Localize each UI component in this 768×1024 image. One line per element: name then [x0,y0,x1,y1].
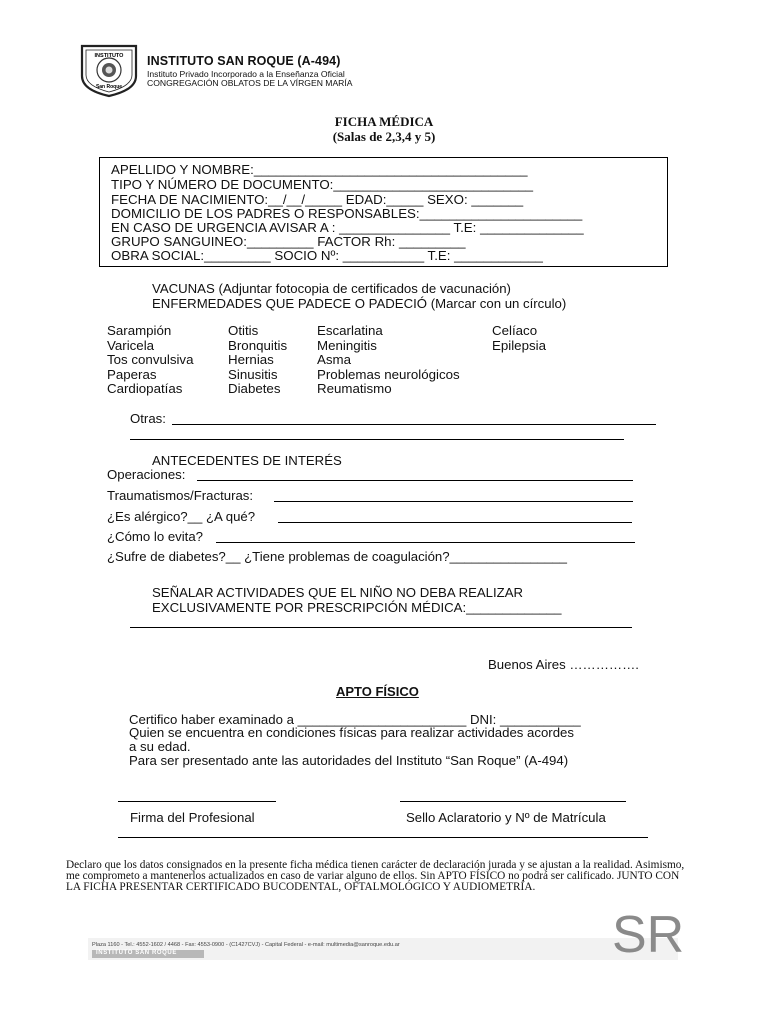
form-subtitle: (Salas de 2,3,4 y 5) [332,129,436,144]
alergico-label: ¿Es alérgico?__ ¿A qué? [107,509,256,524]
field-fecha-nacimiento[interactable]: FECHA DE NACIMIENTO:__/__/_____ EDAD:_____ SEXO: _______ [111,192,524,207]
field-domicilio[interactable]: DOMICILIO DE LOS PADRES O RESPONSABLES:______________________ [111,206,583,221]
apto-fisico-heading: APTO FÍSICO [336,684,419,699]
apto-line-4: Para ser presentado ante las autoridades del Instituto “San Roque” (A-494) [129,753,569,768]
activities-line-1: SEÑALAR ACTIVIDADES QUE EL NIÑO NO DEBA REALIZAR [152,585,524,600]
place-date[interactable]: Buenos Aires ……………. [488,657,639,672]
field-grupo-sanguineo[interactable]: GRUPO SANGUINEO:_________ FACTOR Rh: _________ [111,234,466,249]
others-line-2[interactable] [130,439,624,440]
svg-text:INSTITUTO: INSTITUTO [94,53,124,59]
alergico-line[interactable] [278,522,632,523]
institute-seal-logo [76,42,142,98]
field-obra-social[interactable]: OBRA SOCIAL:_________ SOCIO Nº: ___________ T.E: ____________ [111,248,543,263]
svg-text:SR: SR [612,906,685,960]
traumatismos-label: Traumatismos/Fracturas: [107,488,254,503]
disease-item[interactable]: Sinusitis [228,366,278,382]
footer-address: Plaza 1160 - Tel.: 4552-1602 / 4468 - Fax: 4553-0900 - (C1427CVJ) - Capital Federal - e-mail: multimedia@sanroque.edu.ar [92,942,400,948]
evita-line[interactable] [216,542,635,543]
institute-subtitle-2: CONGREGACIÓN OBLATOS DE LA VÍRGEN MARÍA [147,78,353,88]
form-title: FICHA MÉDICA [334,114,434,129]
diseases-column-1 [107,324,193,397]
disease-item[interactable]: Hernias [228,352,274,367]
apto-line-3: a su edad. [129,739,191,754]
disease-item[interactable]: Problemas neurológicos [317,366,460,382]
antecedentes-heading: ANTECEDENTES DE INTERÉS [152,453,342,468]
institute-name: INSTITUTO SAN ROQUE (A-494) [147,54,341,68]
svg-text:San Roque: San Roque [95,84,123,90]
disease-item[interactable]: Diabetes [228,381,281,396]
signature-bottom-line [118,837,648,838]
footer-institute-bar [92,950,204,958]
evita-label: ¿Cómo lo evita? [107,529,204,544]
disease-item[interactable]: Tos convulsiva [107,352,194,367]
others-label: Otras: [130,411,166,426]
institute-subtitle-1: Instituto Privado Incorporado a la Enseñanza Oficial [147,69,345,79]
disease-item[interactable]: Asma [317,352,351,367]
disease-item[interactable]: Escarlatina [317,323,383,338]
disease-item[interactable]: Reumatismo [317,381,392,396]
field-urgencia[interactable]: EN CASO DE URGENCIA AVISAR A : _______________ T.E: ______________ [111,220,584,235]
disease-item[interactable]: Celíaco [492,323,538,338]
disease-item[interactable]: Sarampión [107,323,172,338]
operaciones-line[interactable] [197,480,633,481]
signature-label-stamp: Sello Aclaratorio y Nº de Matrícula [406,810,606,825]
activities-line-2[interactable]: EXCLUSIVAMENTE POR PRESCRIPCIÓN MÉDICA:_____________ [152,600,562,615]
disease-item[interactable]: Cardiopatías [107,381,183,396]
disease-item[interactable]: Varicela [107,337,155,353]
diseases-heading: ENFERMEDADES QUE PADECE O PADECIÓ (Marcar con un círculo) [152,296,567,311]
signature-label-professional: Firma del Profesional [130,810,255,825]
disease-item[interactable]: Paperas [107,366,157,382]
diseases-column-2 [228,324,287,397]
apto-line-1[interactable]: Certifico haber examinado a _______________________ DNI: ___________ [129,712,581,727]
footer-institute-name: INSTITUTO SAN ROQUE [96,950,177,956]
field-apellido-nombre[interactable]: APELLIDO Y NOMBRE:_____________________________________ [111,162,528,177]
signature-line-left[interactable] [118,801,276,802]
declaration-text: Declaro que los datos consignados en la presente ficha médica tienen carácter de declaración jurada y se ajustan a la realidad. Asimismo, me comprometo a mantenerlos actualizados en caso de variar alguno de ellos. Sin APTO FÍSICO no podrá ser calificado. JUNTO CON LA FICHA PRESENTAR CERTIFICADO BUCODENTAL, OFTALMOLÓGICO Y AUDIOMETRÍA. [66,859,685,893]
disease-item[interactable]: Meningitis [317,337,377,353]
sr-logo [606,900,686,960]
operaciones-label: Operaciones: [107,467,186,482]
activities-line[interactable] [130,627,632,628]
signature-line-right[interactable] [400,801,626,802]
diseases-column-3 [317,324,460,397]
disease-item[interactable]: Epilepsia [492,337,546,353]
apto-line-2: Quien se encuentra en condiciones físicas para realizar actividades acordes [129,725,574,740]
diabetes-label[interactable]: ¿Sufre de diabetes?__ ¿Tiene problemas de coagulación?________________ [107,549,567,564]
field-documento[interactable]: TIPO Y NÚMERO DE DOCUMENTO:___________________________ [111,177,534,192]
vaccines-line: VACUNAS (Adjuntar fotocopia de certificados de vacunación) [152,281,511,296]
disease-item[interactable]: Bronquitis [228,337,288,353]
traumatismos-line[interactable] [274,501,633,502]
diseases-column-4 [492,324,546,353]
others-line-1[interactable] [172,424,656,425]
disease-item[interactable]: Otitis [228,323,259,338]
